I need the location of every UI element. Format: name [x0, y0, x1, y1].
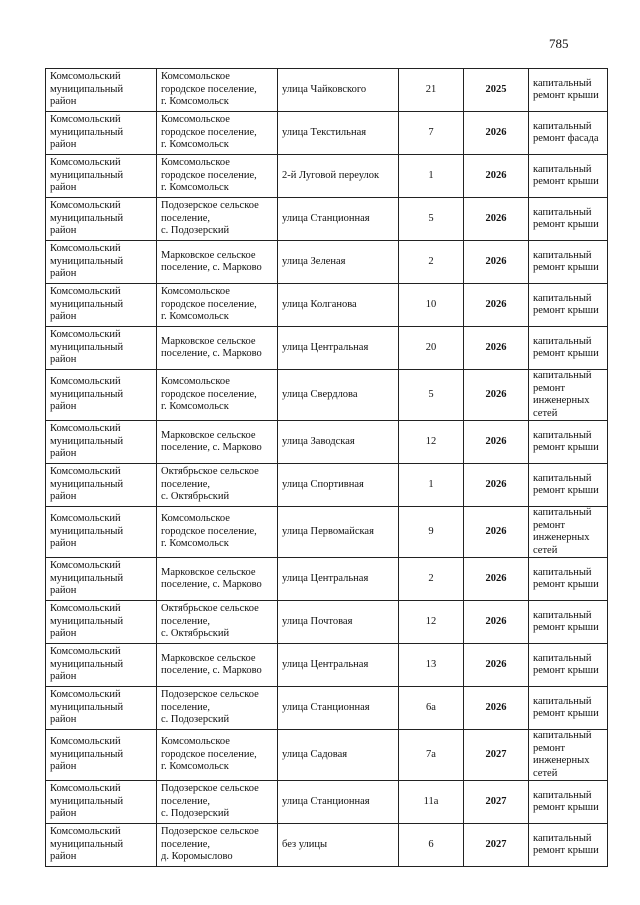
- work-type-cell: капитальный ремонт крыши: [529, 241, 608, 284]
- year-cell: 2026: [464, 198, 529, 241]
- street-cell: улица Станционная: [278, 687, 399, 730]
- district-cell: Комсомольский муниципальный район: [46, 781, 157, 824]
- work-type-cell: капитальный ремонт крыши: [529, 421, 608, 464]
- district-cell: Комсомольский муниципальный район: [46, 601, 157, 644]
- settlement-cell: Комсомольское городское поселение, г. Комсомольск: [157, 730, 278, 781]
- street-cell: улица Зеленая: [278, 241, 399, 284]
- table-body: [46, 69, 608, 867]
- settlement-cell: Подозерское сельское поселение, с. Подозерский: [157, 687, 278, 730]
- table-row: [46, 69, 608, 112]
- work-type-cell: капитальный ремонт инженерных сетей: [529, 730, 608, 781]
- settlement-cell: Комсомольское городское поселение, г. Комсомольск: [157, 112, 278, 155]
- year-cell: 2027: [464, 824, 529, 867]
- year-cell: 2026: [464, 241, 529, 284]
- year-cell: 2026: [464, 687, 529, 730]
- table-row: [46, 284, 608, 327]
- street-cell: улица Свердлова: [278, 370, 399, 421]
- house-number-cell: 7: [399, 112, 464, 155]
- work-type-cell: капитальный ремонт крыши: [529, 327, 608, 370]
- year-cell: 2026: [464, 507, 529, 558]
- district-cell: Комсомольский муниципальный район: [46, 69, 157, 112]
- settlement-cell: Октябрьское сельское поселение, с. Октябрьский: [157, 601, 278, 644]
- work-type-cell: капитальный ремонт фасада: [529, 112, 608, 155]
- district-cell: Комсомольский муниципальный район: [46, 198, 157, 241]
- year-cell: 2026: [464, 644, 529, 687]
- settlement-cell: Октябрьское сельское поселение, с. Октябрьский: [157, 464, 278, 507]
- street-cell: улица Центральная: [278, 644, 399, 687]
- settlement-cell: Марковское сельское поселение, с. Марково: [157, 327, 278, 370]
- year-cell: 2026: [464, 464, 529, 507]
- work-type-cell: капитальный ремонт крыши: [529, 198, 608, 241]
- year-cell: 2027: [464, 730, 529, 781]
- work-type-cell: капитальный ремонт крыши: [529, 464, 608, 507]
- work-type-cell: капитальный ремонт крыши: [529, 69, 608, 112]
- street-cell: улица Текстильная: [278, 112, 399, 155]
- repair-schedule-table: [45, 68, 608, 867]
- table-row: [46, 155, 608, 198]
- table-row: [46, 558, 608, 601]
- house-number-cell: 21: [399, 69, 464, 112]
- street-cell: улица Станционная: [278, 198, 399, 241]
- district-cell: Комсомольский муниципальный район: [46, 155, 157, 198]
- street-cell: улица Садовая: [278, 730, 399, 781]
- year-cell: 2026: [464, 327, 529, 370]
- street-cell: без улицы: [278, 824, 399, 867]
- district-cell: Комсомольский муниципальный район: [46, 284, 157, 327]
- settlement-cell: Марковское сельское поселение, с. Марково: [157, 644, 278, 687]
- table-row: [46, 370, 608, 421]
- table-row: [46, 464, 608, 507]
- year-cell: 2025: [464, 69, 529, 112]
- house-number-cell: 11а: [399, 781, 464, 824]
- year-cell: 2026: [464, 284, 529, 327]
- district-cell: Комсомольский муниципальный район: [46, 421, 157, 464]
- table-row: [46, 601, 608, 644]
- settlement-cell: Комсомольское городское поселение, г. Комсомольск: [157, 155, 278, 198]
- street-cell: улица Колганова: [278, 284, 399, 327]
- house-number-cell: 2: [399, 558, 464, 601]
- year-cell: 2026: [464, 601, 529, 644]
- district-cell: Комсомольский муниципальный район: [46, 507, 157, 558]
- street-cell: улица Заводская: [278, 421, 399, 464]
- table-row: [46, 241, 608, 284]
- street-cell: улица Первомайская: [278, 507, 399, 558]
- settlement-cell: Подозерское сельское поселение, с. Подозерский: [157, 198, 278, 241]
- year-cell: 2026: [464, 155, 529, 198]
- street-cell: улица Спортивная: [278, 464, 399, 507]
- table-row: [46, 421, 608, 464]
- settlement-cell: Марковское сельское поселение, с. Марково: [157, 421, 278, 464]
- work-type-cell: капитальный ремонт крыши: [529, 644, 608, 687]
- house-number-cell: 9: [399, 507, 464, 558]
- settlement-cell: Комсомольское городское поселение, г. Комсомольск: [157, 507, 278, 558]
- district-cell: Комсомольский муниципальный район: [46, 241, 157, 284]
- table-row: [46, 198, 608, 241]
- house-number-cell: 12: [399, 421, 464, 464]
- table-row: [46, 327, 608, 370]
- street-cell: улица Станционная: [278, 781, 399, 824]
- table-row: [46, 507, 608, 558]
- district-cell: Комсомольский муниципальный район: [46, 464, 157, 507]
- district-cell: Комсомольский муниципальный район: [46, 644, 157, 687]
- district-cell: Комсомольский муниципальный район: [46, 327, 157, 370]
- work-type-cell: капитальный ремонт крыши: [529, 601, 608, 644]
- table-row: [46, 687, 608, 730]
- house-number-cell: 1: [399, 155, 464, 198]
- house-number-cell: 13: [399, 644, 464, 687]
- work-type-cell: капитальный ремонт крыши: [529, 558, 608, 601]
- settlement-cell: Подозерское сельское поселение, д. Коромыслово: [157, 824, 278, 867]
- table-row: [46, 112, 608, 155]
- work-type-cell: капитальный ремонт крыши: [529, 284, 608, 327]
- street-cell: улица Центральная: [278, 558, 399, 601]
- settlement-cell: Подозерское сельское поселение, с. Подозерский: [157, 781, 278, 824]
- settlement-cell: Марковское сельское поселение, с. Марково: [157, 241, 278, 284]
- house-number-cell: 6а: [399, 687, 464, 730]
- district-cell: Комсомольский муниципальный район: [46, 112, 157, 155]
- page-number: 785: [549, 36, 569, 51]
- district-cell: Комсомольский муниципальный район: [46, 824, 157, 867]
- settlement-cell: Марковское сельское поселение, с. Марково: [157, 558, 278, 601]
- house-number-cell: 5: [399, 198, 464, 241]
- year-cell: 2026: [464, 558, 529, 601]
- house-number-cell: 1: [399, 464, 464, 507]
- house-number-cell: 12: [399, 601, 464, 644]
- year-cell: 2026: [464, 112, 529, 155]
- settlement-cell: Комсомольское городское поселение, г. Комсомольск: [157, 284, 278, 327]
- work-type-cell: капитальный ремонт инженерных сетей: [529, 507, 608, 558]
- settlement-cell: Комсомольское городское поселение, г. Комсомольск: [157, 69, 278, 112]
- street-cell: улица Чайковского: [278, 69, 399, 112]
- street-cell: улица Почтовая: [278, 601, 399, 644]
- table-row: [46, 730, 608, 781]
- district-cell: Комсомольский муниципальный район: [46, 687, 157, 730]
- house-number-cell: 5: [399, 370, 464, 421]
- house-number-cell: 7а: [399, 730, 464, 781]
- table-row: [46, 644, 608, 687]
- year-cell: 2026: [464, 421, 529, 464]
- house-number-cell: 20: [399, 327, 464, 370]
- work-type-cell: капитальный ремонт крыши: [529, 687, 608, 730]
- settlement-cell: Комсомольское городское поселение, г. Комсомольск: [157, 370, 278, 421]
- house-number-cell: 6: [399, 824, 464, 867]
- work-type-cell: капитальный ремонт крыши: [529, 781, 608, 824]
- house-number-cell: 2: [399, 241, 464, 284]
- work-type-cell: капитальный ремонт инженерных сетей: [529, 370, 608, 421]
- year-cell: 2027: [464, 781, 529, 824]
- district-cell: Комсомольский муниципальный район: [46, 370, 157, 421]
- year-cell: 2026: [464, 370, 529, 421]
- table-row: [46, 781, 608, 824]
- district-cell: Комсомольский муниципальный район: [46, 730, 157, 781]
- work-type-cell: капитальный ремонт крыши: [529, 155, 608, 198]
- district-cell: Комсомольский муниципальный район: [46, 558, 157, 601]
- house-number-cell: 10: [399, 284, 464, 327]
- street-cell: улица Центральная: [278, 327, 399, 370]
- street-cell: 2-й Луговой переулок: [278, 155, 399, 198]
- table-row: [46, 824, 608, 867]
- work-type-cell: капитальный ремонт крыши: [529, 824, 608, 867]
